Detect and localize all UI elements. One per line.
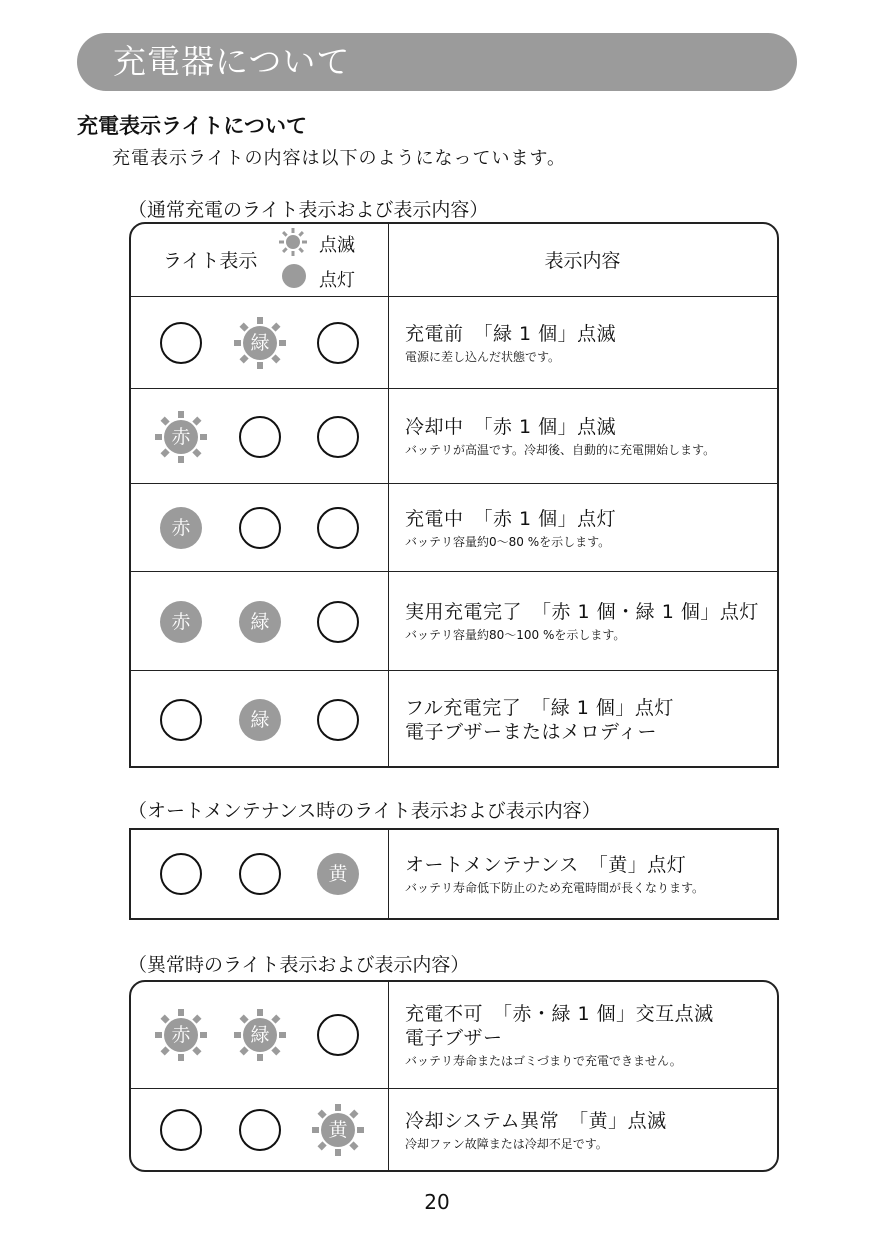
lamp-off: [312, 1009, 364, 1061]
normal-charge-table: [129, 222, 779, 768]
lamp-off: [312, 411, 364, 463]
status-title: オートメンテナンス 「黄」点灯: [405, 853, 687, 876]
on-legend-icon: [282, 264, 306, 288]
status-title-line2: 電子ブザーまたはメロディー: [405, 721, 657, 743]
lamp-off-circle: [317, 601, 359, 643]
lamp-color-label: 緑: [250, 332, 270, 354]
caption-normal: （通常充電のライト表示および表示内容）: [128, 199, 489, 221]
lamp-color-label: 赤: [171, 425, 191, 448]
table-row: [131, 670, 777, 769]
lamp-blink: [234, 1009, 286, 1061]
lamp-off-circle: [239, 1109, 281, 1151]
status-title: 実用充電完了 「赤 1 個・緑 1 個」点灯: [405, 601, 759, 623]
lamp-blink: [155, 1009, 207, 1061]
status-detail: バッテリ寿命低下防止のため充電時間が長くなります。: [405, 880, 705, 895]
status-description: [405, 600, 767, 643]
auto-maintenance-table: [129, 828, 779, 920]
caption-error: （異常時のライト表示および表示内容）: [128, 954, 470, 976]
lamp-color-label: 黄: [328, 1119, 348, 1141]
table-row: [131, 830, 777, 918]
lamp-off-circle: [239, 507, 281, 549]
status-title: 充電不可 「赤・緑 1 個」交互点滅: [405, 1002, 714, 1025]
status-description: [405, 507, 767, 550]
lamp-off-circle: [239, 853, 281, 895]
lamp-color-label: 緑: [250, 709, 270, 731]
lamp-off-circle: [160, 1109, 202, 1151]
lamp-blink: [312, 1104, 364, 1156]
status-description: [405, 1002, 767, 1069]
lamp-color-label: 緑: [250, 610, 270, 633]
lamp-color-label: 赤: [171, 1024, 191, 1046]
lamp-off-circle: [317, 699, 359, 741]
lamp-off-circle: [317, 507, 359, 549]
table-row: [131, 571, 777, 671]
lamp-off: [155, 317, 207, 369]
status-detail: バッテリ容量約80～100 %を示します。: [405, 628, 626, 642]
status-detail: バッテリ寿命またはゴミづまりで充電できません。: [405, 1053, 682, 1068]
lamp-off: [155, 1104, 207, 1156]
status-title: 充電前 「緑 1 個」点滅: [405, 322, 617, 345]
lamp-color-label: 緑: [250, 1024, 270, 1046]
lamp-on: [234, 694, 286, 746]
col-header-content: 表示内容: [544, 250, 621, 272]
lamp-on: [234, 596, 286, 648]
lamp-off: [234, 848, 286, 900]
lamp-color-label: 赤: [171, 517, 191, 539]
status-title: 冷却システム異常 「黄」点滅: [405, 1109, 667, 1132]
intro-text: 充電表示ライトの内容は以下のようになっています。: [112, 148, 567, 169]
lamp-off-circle: [317, 416, 359, 458]
chapter-title: 充電器について: [113, 42, 351, 81]
lamp-on: [155, 596, 207, 648]
lamp-color-label: 赤: [171, 610, 191, 633]
lamp-on: [155, 502, 207, 554]
table-header-row: [131, 224, 777, 296]
lamp-on: [312, 848, 364, 900]
lamp-color-label: 黄: [328, 863, 348, 885]
lamp-off: [312, 694, 364, 746]
status-title: 充電中 「赤 1 個」点灯: [405, 507, 617, 530]
error-table: [129, 980, 779, 1172]
status-description: [405, 322, 767, 365]
table-row: [131, 1088, 777, 1171]
status-title-line2: 電子ブザー: [405, 1026, 503, 1049]
status-title: 冷却中 「赤 1 個」点滅: [405, 416, 617, 438]
status-description: [405, 1109, 767, 1152]
table-row: [131, 483, 777, 572]
table-row: [131, 982, 777, 1088]
page-number: 20: [424, 1190, 450, 1214]
lamp-off: [312, 596, 364, 648]
status-detail: 冷却ファン故障または冷却不足です。: [405, 1136, 608, 1151]
lamp-off-circle: [239, 416, 281, 458]
table-row: [131, 388, 777, 484]
caption-auto: （オートメンテナンス時のライト表示および表示内容）: [128, 800, 601, 822]
blink-legend-icon: [279, 228, 307, 256]
lamp-off-circle: [160, 699, 202, 741]
legend-blink-label: 点滅: [319, 235, 355, 256]
status-detail: バッテリが高温です。冷却後、自動的に充電開始します。: [405, 443, 716, 457]
lamp-off: [234, 1104, 286, 1156]
status-description: [405, 696, 767, 744]
lamp-off: [155, 694, 207, 746]
lamp-off: [234, 502, 286, 554]
lamp-off: [312, 502, 364, 554]
lamp-off: [155, 848, 207, 900]
lamp-off-circle: [317, 1014, 359, 1056]
status-description: [405, 415, 767, 458]
lamp-off-circle: [160, 322, 202, 364]
lamp-off-circle: [317, 322, 359, 364]
col-header-light: ライト表示: [163, 250, 258, 272]
table-row: [131, 296, 777, 389]
lamp-blink: [234, 317, 286, 369]
status-detail: 電源に差し込んだ状態です。: [405, 349, 561, 364]
status-detail: バッテリ容量約0～80 %を示します。: [405, 534, 611, 549]
section-heading: 充電表示ライトについて: [77, 114, 307, 138]
lamp-off-circle: [160, 853, 202, 895]
lamp-off: [234, 411, 286, 463]
status-title: フル充電完了 「緑 1 個」点灯: [405, 697, 674, 719]
legend-on-label: 点灯: [319, 270, 355, 291]
status-description: [405, 853, 767, 896]
lamp-off: [312, 317, 364, 369]
lamp-blink: [155, 411, 207, 463]
